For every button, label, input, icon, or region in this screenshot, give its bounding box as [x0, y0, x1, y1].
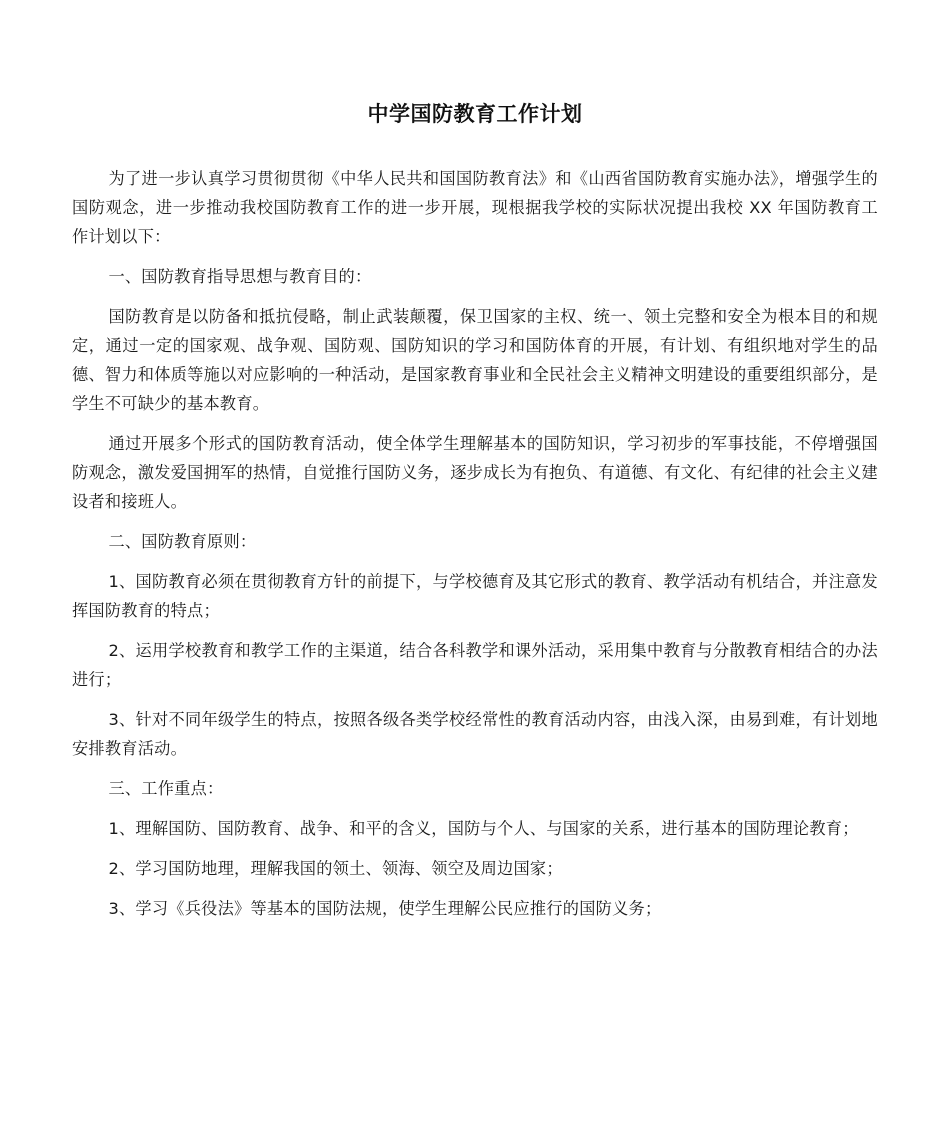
- principle-item: 1、国防教育必须在贯彻教育方针的前提下，与学校德育及其它形式的教育、教学活动有机结合，并注意发挥国防教育的特点；: [72, 572, 878, 620]
- focus-item: 2、学习国防地理，理解我国的领土、领海、领空及周边国家；: [108, 859, 563, 878]
- intro-paragraph: 为了进一步认真学习贯彻贯彻《中华人民共和国国防教育法》和《山西省国防教育实施办法》，增强学生的国防观念，进一步推动我校国防教育工作的进一步开展，现根据我学校的实际状况提出我校 XX 年国防教育工作计划以下：: [72, 169, 878, 246]
- focus-item: 3、学习《兵役法》等基本的国防法规，使学生理解公民应推行的国防义务；: [108, 899, 662, 918]
- section-heading-guiding-ideology: 一、国防教育指导思想与教育目的：: [108, 267, 372, 286]
- document-body: [72, 164, 878, 934]
- document-title: 中学国防教育工作计划: [367, 102, 583, 126]
- section-heading-principles: 二、国防教育原则：: [108, 532, 257, 551]
- paragraph-education-goals: 通过开展多个形式的国防教育活动，使全体学生理解基本的国防知识，学习初步的军事技能，不停增强国防观念，激发爱国拥军的热情，自觉推行国防义务，逐步成长为有抱负、有道德、有文化、有纪律的社会主义建设者和接班人。: [72, 434, 878, 511]
- section-heading-work-focus: 三、工作重点：: [108, 779, 224, 798]
- principle-item: 2、运用学校教育和教学工作的主渠道，结合各科教学和课外活动，采用集中教育与分散教育相结合的办法进行；: [72, 641, 878, 689]
- paragraph-defense-education-definition: 国防教育是以防备和抵抗侵略，制止武装颠覆，保卫国家的主权、统一、领土完整和安全为根本目的和规定，通过一定的国家观、战争观、国防观、国防知识的学习和国防体育的开展，有计划、有组织地对学生的品德、智力和体质等施以对应影响的一种活动，是国家教育事业和全民社会主义精神文明建设的重要组织部分，是学生不可缺少的基本教育。: [72, 307, 878, 413]
- focus-item: 1、理解国防、国防教育、战争、和平的含义，国防与个人、与国家的关系，进行基本的国防理论教育；: [108, 819, 859, 838]
- principle-item: 3、针对不同年级学生的特点，按照各级各类学校经常性的教育活动内容，由浅入深，由易到难，有计划地安排教育活动。: [72, 710, 878, 758]
